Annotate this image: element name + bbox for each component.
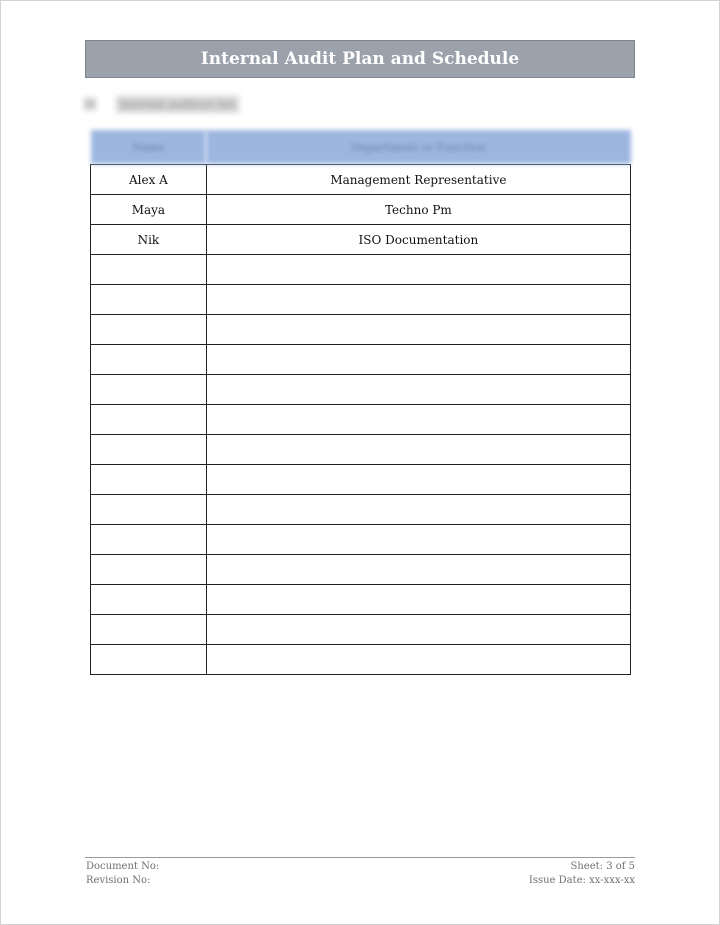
table-row: [91, 195, 631, 225]
cell-department: [206, 525, 630, 555]
cell-name: Maya: [91, 195, 207, 225]
cell-name: Nik: [91, 225, 207, 255]
cell-department: Management Representative: [206, 165, 630, 195]
table-row: [91, 285, 631, 315]
cell-name: [91, 315, 207, 345]
cell-name: [91, 255, 207, 285]
column-header-name: Name: [91, 130, 207, 165]
blurred-section-heading: [84, 94, 314, 114]
table-row: [91, 225, 631, 255]
table-row: [91, 615, 631, 645]
cell-name: [91, 465, 207, 495]
cell-name: Alex A: [91, 165, 207, 195]
cell-department: [206, 405, 630, 435]
table-row: [91, 165, 631, 195]
document-title: Internal Audit Plan and Schedule: [85, 40, 635, 78]
issue-date: Issue Date: xx-xxx-xx: [528, 875, 635, 886]
table-row: [91, 585, 631, 615]
revision-no-label: Revision No:: [86, 875, 151, 886]
footer-right: [529, 860, 635, 888]
cell-department: [206, 285, 630, 315]
column-header-department: Department or Function: [206, 130, 630, 165]
cell-department: [206, 435, 630, 465]
table-row: [91, 315, 631, 345]
table-row: [91, 345, 631, 375]
sheet-number: Sheet: 3 of 5: [570, 861, 635, 872]
table-row: [91, 255, 631, 285]
cell-name: [91, 555, 207, 585]
cell-department: [206, 495, 630, 525]
cell-name: [91, 345, 207, 375]
cell-department: [206, 555, 630, 585]
footer-left: [86, 860, 159, 888]
table-row: [91, 465, 631, 495]
cell-name: [91, 645, 207, 675]
table-row: [91, 435, 631, 465]
cell-name: [91, 405, 207, 435]
cell-department: [206, 465, 630, 495]
table-row: [91, 495, 631, 525]
cell-department: [206, 315, 630, 345]
cell-name: [91, 585, 207, 615]
cell-name: [91, 495, 207, 525]
page-footer: [85, 857, 635, 886]
cell-department: [206, 615, 630, 645]
table-row: [91, 375, 631, 405]
table-header-row: [91, 130, 631, 165]
auditors-table: [90, 130, 631, 675]
table-row: [91, 405, 631, 435]
cell-department: [206, 255, 630, 285]
cell-department: ISO Documentation: [206, 225, 630, 255]
cell-name: [91, 615, 207, 645]
table-row: [91, 645, 631, 675]
table-row: [91, 555, 631, 585]
cell-department: Techno Pm: [206, 195, 630, 225]
document-no-label: Document No:: [86, 861, 160, 872]
table-body: [91, 165, 631, 675]
section-heading-text: Internal auditors list: [116, 96, 239, 113]
table-row: [91, 525, 631, 555]
cell-department: [206, 585, 630, 615]
cell-department: [206, 375, 630, 405]
bullet-icon: [84, 98, 96, 110]
cell-name: [91, 525, 207, 555]
cell-name: [91, 375, 207, 405]
cell-name: [91, 435, 207, 465]
cell-department: [206, 645, 630, 675]
cell-department: [206, 345, 630, 375]
cell-name: [91, 285, 207, 315]
